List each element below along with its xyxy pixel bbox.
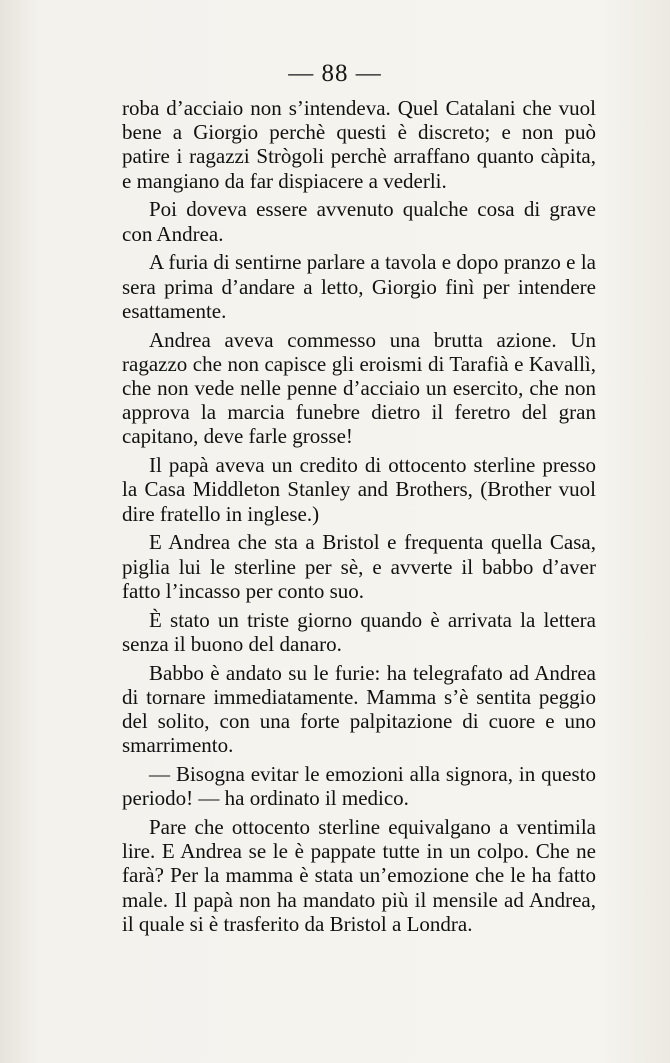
paragraph: Andrea aveva commesso una brutta azione. Un ragazzo che non capisce gli eroismi di Tarafià e Kavallì, che non vede nelle penne d’acciaio un esercito, che non approva la marcia funebre dietro il feretro del gran capitano, deve farle grosse! [122,327,596,449]
paragraph: Pare che ottocento sterline equivalgano a ventimila lire. E Andrea se le è pappate tutte in un colpo. Che ne farà? Per la mamma è stata un’emozione che le ha fatto male. Il papà non ha mandato più il mensile ad Andrea, il quale si è trasferito da Bristol a Londra. [122,815,596,936]
paragraph: Il papà aveva un credito di ottocento sterline presso la Casa Middleton Stanley and Brothers, (Brother vuol dire fratello in inglese.) [122,453,596,526]
page-number: — 88 — [288,60,382,87]
paragraph: È stato un triste giorno quando è arrivata la lettera senza il buono del danaro. [122,607,596,656]
paragraph: E Andrea che sta a Bristol e frequenta quella Casa, piglia lui le sterline per sè, e avverte il babbo d’aver fatto l’incasso per conto suo. [122,530,596,603]
paragraph: Poi doveva essere avvenuto qualche cosa di grave con Andrea. [122,197,596,246]
paragraph: — Bisogna evitar le emozioni alla signora, in questo periodo! — ha ordinato il medico. [122,762,596,811]
page-text [122,96,596,941]
paragraph: A furia di sentirne parlare a tavola e dopo pranzo e la sera prima d’andare a letto, Giorgio finì per intendere esattamente. [122,250,596,323]
paragraph: Babbo è andato su le furie: ha telegrafato ad Andrea di tornare immediatamente. Mamma s’è sentita peggio del solito, con una forte palpitazione di cuore e uno smarrimento. [122,660,596,758]
paragraph: roba d’acciaio non s’intendeva. Quel Catalani che vuol bene a Giorgio perchè questi è discreto; e non può patire i ragazzi Strògoli perchè arraffano quanto càpita, e mangiano da far dispiacere a vederli. [122,96,596,193]
